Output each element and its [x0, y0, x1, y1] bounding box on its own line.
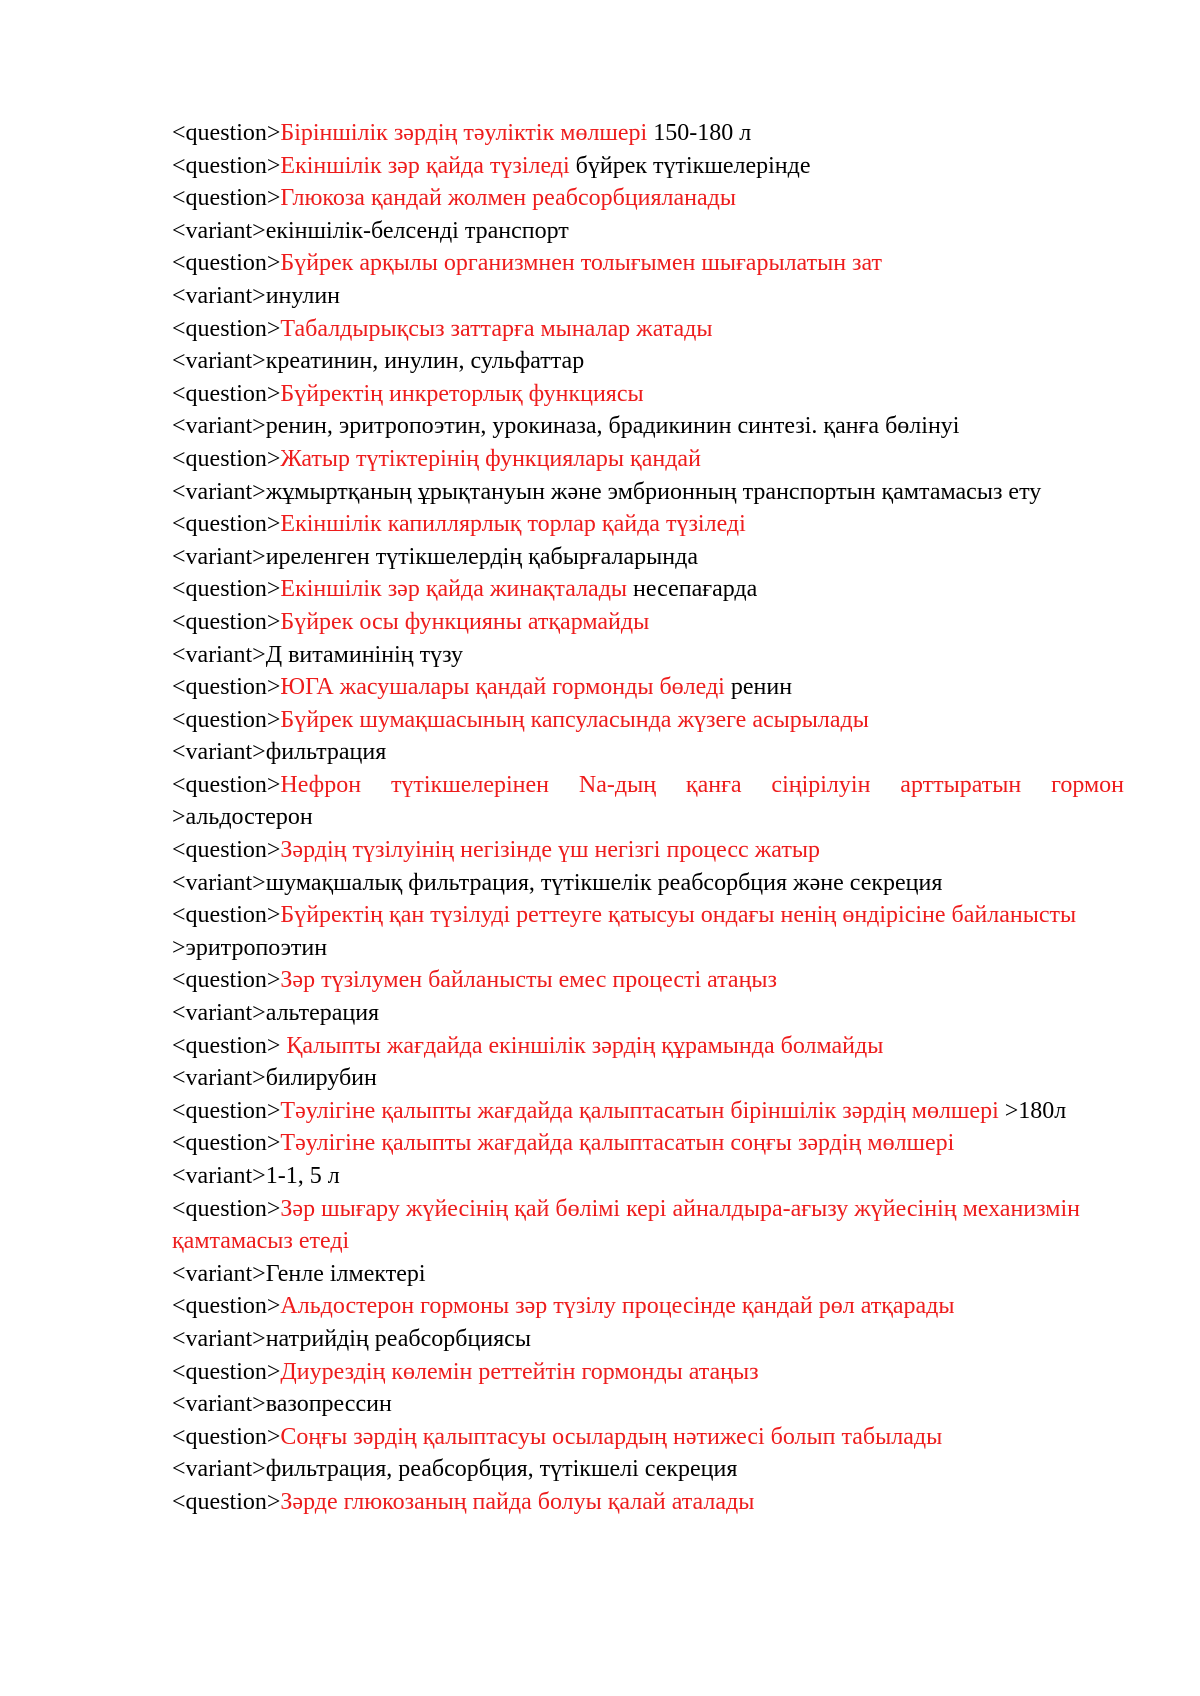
question-text: Бүйректің қан түзілуді реттеуге қатысуы ондағы ненің өндірісіне байланысты — [280, 902, 1077, 929]
question-text: Бүйрек арқылы организмнен толығымен шығарылатын зат — [280, 250, 883, 277]
question-tag: <question> — [172, 250, 281, 277]
question-tag: <question> — [172, 511, 281, 538]
question-text: Нефрон түтікшелерінен Na-дың қанға сіңірілуін арттыратын гормон — [280, 771, 1124, 798]
question-line — [172, 1095, 1124, 1128]
question-tag: <question> — [172, 1423, 281, 1450]
question-text: Табалдырықсыз заттарға мыналар жатады — [280, 315, 713, 342]
question-text: Жатыр түтіктерінің функциялары қандай — [280, 445, 701, 472]
question-line — [172, 1421, 1124, 1454]
variant-text: креатинин, инулин, сульфаттар — [265, 348, 585, 375]
question-line — [172, 1127, 1124, 1160]
variant-line — [172, 1323, 1124, 1356]
question-tag: <question> — [172, 1032, 281, 1059]
variant-tag: <variant> — [172, 1325, 266, 1352]
question-line — [172, 1356, 1124, 1389]
variant-line — [172, 1388, 1124, 1421]
question-line — [172, 150, 1124, 183]
question-tag: <question> — [172, 967, 281, 994]
question-text: Қалыпты жағдайда екіншілік зәрдің құрамында болмайды — [280, 1032, 884, 1059]
question-line — [172, 117, 1124, 150]
variant-text: вазопрессин — [265, 1391, 392, 1418]
variant-tag: <variant> — [172, 413, 266, 440]
question-text: Зәрдің түзілуінің негізінде үш негізгі процесс жатыр — [280, 837, 820, 864]
question-line — [172, 1030, 1124, 1063]
answer-text: бүйрек түтікшелерінде — [569, 152, 811, 179]
answer-text: 150-180 л — [647, 120, 752, 146]
question-text: Зәр түзілумен байланысты емес процесті атаңыз — [280, 967, 778, 994]
variant-text: ренин, эритропоэтин, урокиназа, брадикинин синтезі. қанға бөлінуі — [265, 413, 960, 440]
variant-tag: <variant> — [172, 217, 266, 244]
question-list — [172, 117, 1124, 1519]
question-tag: <question> — [172, 706, 281, 733]
question-text: Бүйрек шумақшасының капсуласында жүзеге асырылады — [280, 706, 869, 733]
variant-text: альтерация — [265, 1000, 380, 1027]
question-text: Бүйрек осы функцияны атқармайды — [280, 608, 650, 635]
variant-line — [172, 1160, 1124, 1193]
variant-tag: <variant> — [172, 282, 266, 309]
variant-line — [172, 410, 1124, 443]
question-tag: <question> — [172, 185, 281, 212]
question-text: Соңғы зәрдің қалыптасуы осылардың нәтижесі болып табылады — [280, 1423, 943, 1450]
question-line — [172, 964, 1124, 997]
variant-text: инулин — [265, 282, 340, 309]
question-line — [172, 378, 1124, 411]
variant-line — [172, 345, 1124, 378]
variant-line — [172, 867, 1124, 900]
answer-text: >альдостерон — [172, 804, 313, 831]
variant-tag: <variant> — [172, 1391, 266, 1418]
answer-text: несепағарда — [627, 576, 758, 603]
question-line — [172, 769, 1124, 834]
question-text: Бүйректің инкреторлық функциясы — [280, 380, 644, 407]
variant-line — [172, 476, 1124, 509]
question-text: Екіншілік зәр қайда жинақталады — [280, 576, 628, 603]
question-line — [172, 606, 1124, 639]
question-line — [172, 508, 1124, 541]
variant-tag: <variant> — [172, 1163, 266, 1189]
document-page — [172, 117, 1124, 1519]
variant-tag: <variant> — [172, 641, 266, 668]
question-text: Глюкоза қандай жолмен реабсорбцияланады — [280, 185, 737, 212]
variant-text: екіншілік-белсенді транспорт — [265, 217, 569, 244]
variant-text: фильтрация — [265, 739, 387, 766]
variant-tag: <variant> — [172, 478, 266, 505]
question-tag: <question> — [172, 380, 281, 407]
question-tag: <question> — [172, 1358, 281, 1385]
question-text: Зәр шығару жүйесінің қай бөлімі кері айналдыра-ағызу жүйесінің механизмін қамтамасыз етеді — [172, 1195, 1080, 1255]
variant-text: фильтрация, реабсорбция, түтікшелі секреция — [265, 1456, 738, 1483]
variant-text: Д витаминінің түзу — [265, 641, 464, 668]
question-tag: <question> — [172, 152, 281, 179]
answer-text: ренин — [724, 674, 793, 701]
question-line — [172, 834, 1124, 867]
question-tag: <question> — [172, 1293, 281, 1320]
question-line — [172, 671, 1124, 704]
variant-line — [172, 280, 1124, 313]
question-tag: <question> — [172, 771, 281, 798]
question-line — [172, 704, 1124, 737]
question-tag: <question> — [172, 120, 281, 146]
variant-text: шумақшалық фильтрация, түтікшелік реабсорбция және секреция — [265, 869, 943, 896]
question-line — [172, 443, 1124, 476]
variant-text: натрийдің реабсорбциясы — [265, 1325, 531, 1352]
variant-line — [172, 639, 1124, 672]
variant-tag: <variant> — [172, 348, 266, 375]
question-line — [172, 182, 1124, 215]
question-text: Екіншілік капиллярлық торлар қайда түзіледі — [280, 511, 746, 538]
question-tag: <question> — [172, 315, 281, 342]
question-tag: <question> — [172, 1130, 281, 1157]
question-tag: <question> — [172, 608, 281, 635]
question-line — [172, 1486, 1124, 1519]
question-tag: <question> — [172, 902, 281, 929]
question-text: Зәрде глюкозаның пайда болуы қалай аталады — [280, 1488, 755, 1515]
question-tag: <question> — [172, 1097, 281, 1124]
question-line — [172, 313, 1124, 346]
variant-tag: <variant> — [172, 739, 266, 766]
variant-line — [172, 1258, 1124, 1291]
variant-line — [172, 1062, 1124, 1095]
question-text: ЮГА жасушалары қандай гормонды бөледі — [280, 674, 725, 701]
variant-text: билирубин — [265, 1065, 377, 1092]
variant-tag: <variant> — [172, 1065, 266, 1092]
question-text: Тәулігіне қалыпты жағдайда қалыптасатын біріншілік зәрдің мөлшері — [280, 1097, 999, 1124]
variant-text: жұмыртқаның ұрықтануын және эмбрионның транспортын қамтамасыз ету — [265, 478, 1042, 505]
question-tag: <question> — [172, 837, 281, 864]
question-line — [172, 1290, 1124, 1323]
variant-text: Генле ілмектері — [265, 1260, 426, 1287]
variant-text: иреленген түтікшелердің қабырғаларында — [265, 543, 698, 570]
question-tag: <question> — [172, 445, 281, 472]
variant-line — [172, 997, 1124, 1030]
question-text: Альдостерон гормоны зәр түзілу процесінде қандай рөл атқарады — [280, 1293, 955, 1320]
variant-line — [172, 1453, 1124, 1486]
question-line — [172, 573, 1124, 606]
variant-tag: <variant> — [172, 1000, 266, 1027]
question-tag: <question> — [172, 1488, 281, 1515]
question-text: Тәулігіне қалыпты жағдайда қалыптасатын соңғы зәрдің мөлшері — [280, 1130, 955, 1157]
variant-tag: <variant> — [172, 869, 266, 896]
variant-text: 1-1, 5 л — [265, 1163, 340, 1189]
question-tag: <question> — [172, 674, 281, 701]
variant-tag: <variant> — [172, 543, 266, 570]
question-text: Екіншілік зәр қайда түзіледі — [280, 152, 570, 179]
question-line — [172, 899, 1124, 964]
variant-line — [172, 215, 1124, 248]
variant-line — [172, 541, 1124, 574]
question-line — [172, 1193, 1124, 1258]
question-text: Біріншілік зәрдің тәуліктік мөлшері — [280, 120, 648, 146]
question-tag: <question> — [172, 576, 281, 603]
question-text: Диурездің көлемін реттейтін гормонды атаңыз — [280, 1358, 759, 1385]
variant-line — [172, 736, 1124, 769]
answer-text: >эритропоэтин — [172, 934, 328, 961]
question-tag: <question> — [172, 1195, 281, 1222]
variant-tag: <variant> — [172, 1260, 266, 1287]
answer-text: >180л — [998, 1097, 1067, 1124]
variant-tag: <variant> — [172, 1456, 266, 1483]
question-line — [172, 247, 1124, 280]
